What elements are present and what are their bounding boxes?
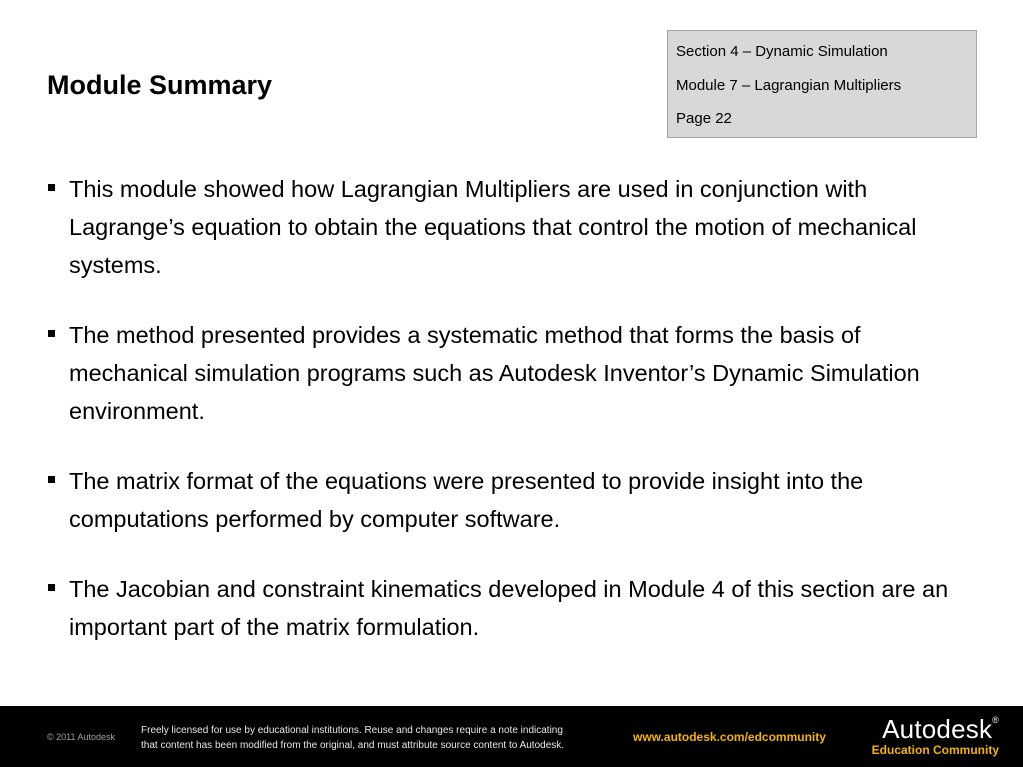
page-number: Page 22 — [676, 110, 732, 127]
list-item — [47, 570, 967, 646]
registered-mark: ® — [992, 715, 999, 725]
license-line: Freely licensed for use by educational institutions. Reuse and changes require a note indicating — [141, 725, 563, 736]
summary-bullet-list — [47, 170, 967, 678]
autodesk-logo — [872, 715, 999, 757]
bullet-text: The method presented provides a systematic method that forms the basis of mechanical simulation programs such as Autodesk Inventor’s Dynamic Simulation environment. — [69, 322, 920, 424]
section-label: Section 4 – Dynamic Simulation — [676, 43, 888, 60]
list-item — [47, 316, 967, 430]
bullet-text: The Jacobian and constraint kinematics developed in Module 4 of this section are an important part of the matrix formulation. — [69, 576, 949, 640]
square-bullet-icon — [48, 476, 55, 483]
copyright-notice: © 2011 Autodesk — [47, 732, 116, 742]
list-item — [47, 462, 967, 538]
brand-subtitle: Education Community — [871, 743, 999, 757]
license-notice — [141, 723, 564, 753]
square-bullet-icon — [48, 330, 55, 337]
brand-name: Autodesk® — [882, 714, 999, 744]
square-bullet-icon — [48, 584, 55, 591]
list-item — [47, 170, 967, 284]
license-line: that content has been modified from the original, and must attribute source content to Autodesk. — [141, 740, 565, 751]
section-info-box — [667, 30, 977, 138]
footer-bar — [0, 706, 1023, 767]
bullet-text: The matrix format of the equations were presented to provide insight into the computations performed by computer software. — [69, 468, 864, 532]
module-label: Module 7 – Lagrangian Multipliers — [676, 76, 902, 94]
page-title: Module Summary — [47, 70, 273, 100]
bullet-text: This module showed how Lagrangian Multipliers are used in conjunction with Lagrange’s equation to obtain the equations that control the motion of mechanical systems. — [69, 176, 917, 278]
square-bullet-icon — [48, 184, 55, 191]
edcommunity-link[interactable]: www.autodesk.com/edcommunity — [633, 730, 826, 744]
